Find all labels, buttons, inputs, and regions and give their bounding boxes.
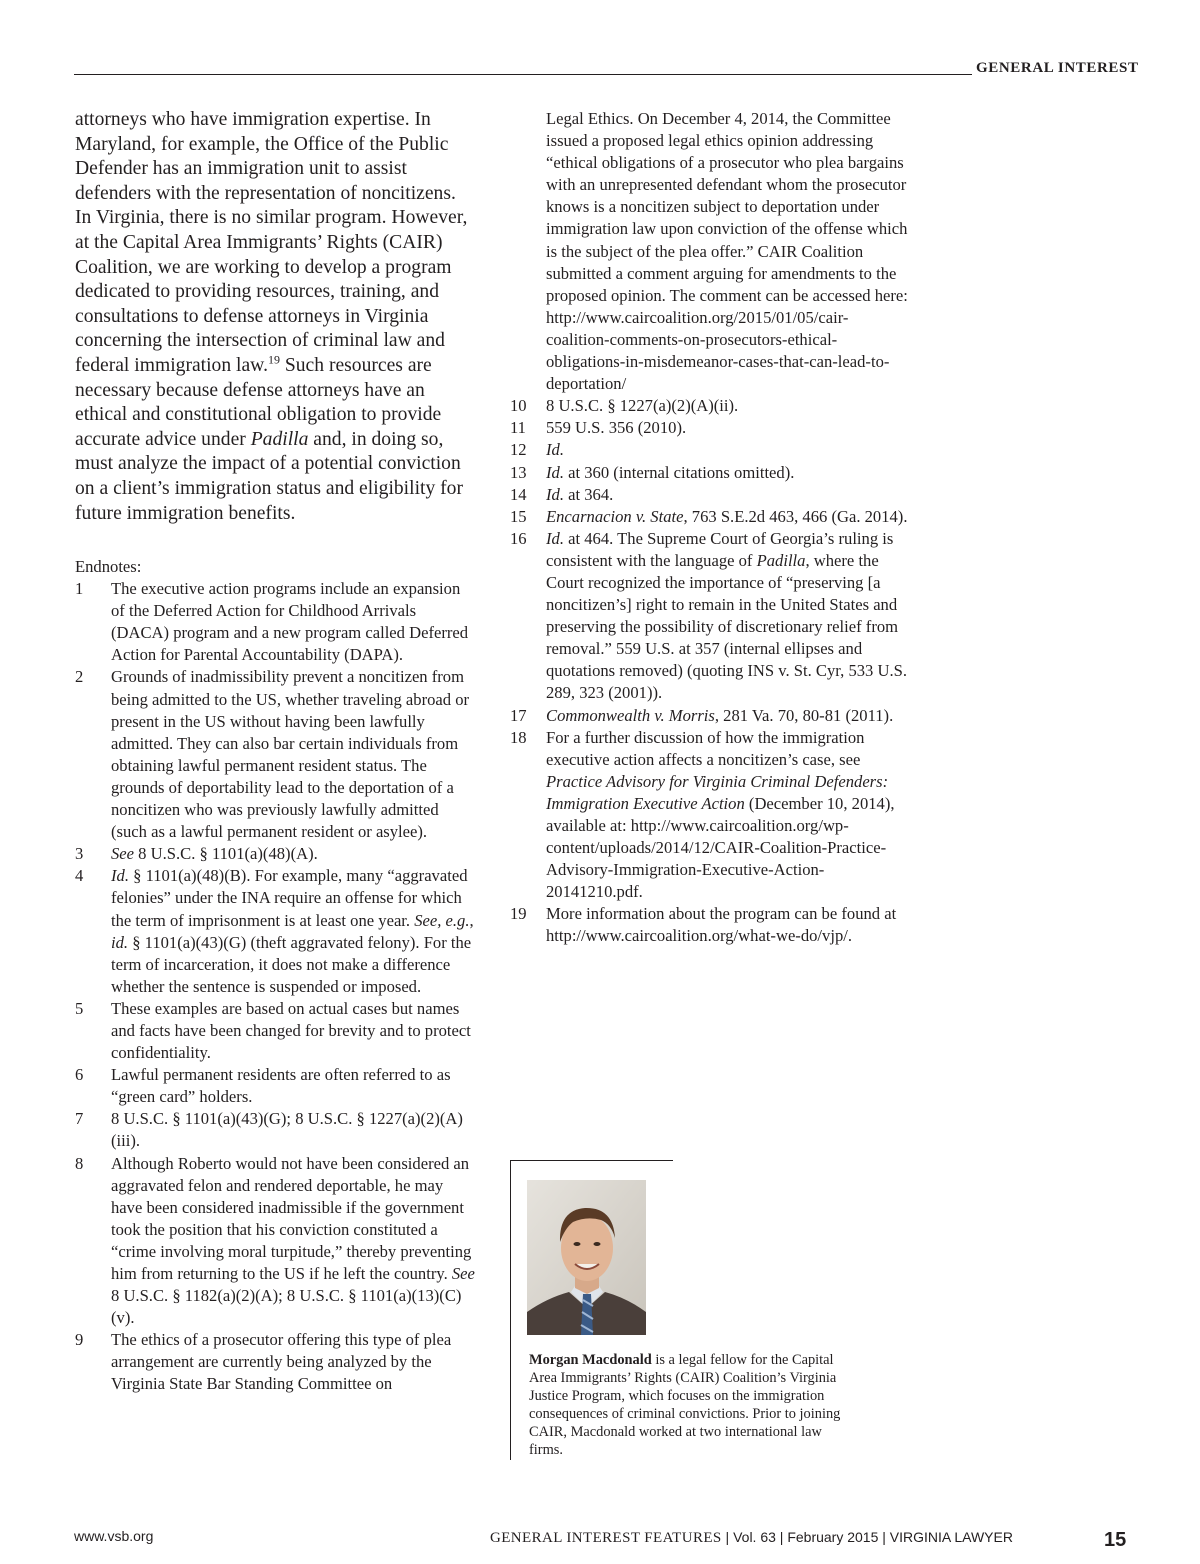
footer-publication: GENERAL INTEREST FEATURES | Vol. 63 | February 2015 | VIRGINIA LAWYER (490, 1529, 1013, 1546)
endnote-10: 10 8 U.S.C. § 1227(a)(2)(A)(ii). (510, 396, 739, 416)
footer-url: www.vsb.org (74, 1528, 154, 1544)
right-column (510, 108, 910, 948)
section-label: GENERAL INTEREST (976, 60, 1139, 76)
endnote-12: 12 Id. (510, 440, 564, 460)
endnote-11: 11 559 U.S. 356 (2010). (510, 418, 687, 438)
left-column (75, 108, 475, 1396)
endnote-17: 17 Commonwealth v. Morris, 281 Va. 70, 80-81 (2011). (510, 705, 894, 725)
author-name: Morgan Macdonald (529, 1352, 652, 1368)
endnote-19: 19 More information about the program can be found at http://www.caircoalition.org/what-we-do/vjp/. (510, 904, 897, 946)
author-bio: Morgan Macdonald is a legal fellow for the Capital Area Immigrants’ Rights (CAIR) Coalition’s Virginia Justice Program, which focuses on the immigration consequences of criminal convictions. Prior to joining CAIR, Macdonald worked at two international law firms. (529, 1352, 841, 1458)
endnote-3: 3 See 8 U.S.C. § 1101(a)(48)(A). (75, 844, 318, 864)
endnote-6: 6 Lawful permanent residents are often referred to as “green card” holders. (75, 1065, 451, 1107)
endnote-16: 16 Id. at 464. The Supreme Court of Georgia’s ruling is consistent with the language of Padilla, where the Court recognized the importance of “preserving [a noncitizen’s] right to remain in the United States and preserving the possibility of discretionary relief from removal.” 559 U.S. at 357 (internal ellipses and quotations removed) (quoting INS v. St. Cyr, 533 U.S. 289, 323 (2001)). (510, 528, 908, 703)
page-number: 15 (1104, 1529, 1127, 1551)
endnote-8: 8 Although Roberto would not have been considered an aggravated felon and rendered deportable, he may have been considered inadmissible if the government took the position that his conviction constituted a “crime involving moral turpitude,” thereby preventing him from returning to the US if he left the country. See 8 U.S.C. § 1182(a)(2)(A); 8 U.S.C. § 1101(a)(13)(C)(v). (75, 1153, 475, 1328)
footnote-ref: 19 (267, 352, 280, 367)
header-rule (74, 74, 972, 75)
author-box-rule (510, 1160, 673, 1161)
endnote-14: 14 Id. at 364. (510, 484, 614, 504)
body-paragraph: attorneys who have immigration expertise. In Maryland, for example, the Office of the Public Defender has an immigration unit to assist defenders with the representation of noncitizens. In Virginia, there is no similar program. However, at the Capital Area Immigrants’ Rights (CAIR) Coalition, we are working to develop a program dedicated to providing resources, training, and consultations to defense attorneys in Virginia concerning the intersection of criminal law and federal immigration law.$^{19}$ Such resources are necessary because defense attorneys have an ethical and constitutional obligation to provide accurate advice under Padilla and, in doing so, must analyze the impact of a potential conviction on a client’s immigration status and eligibility for future immigration benefits. (75, 109, 468, 524)
endnote-13: 13 Id. at 360 (internal citations omitted). (510, 462, 795, 482)
endnote-9: 9 The ethics of a prosecutor offering this type of plea arrangement are currently being analyzed by the Virginia State Bar Standing Committee on (75, 1330, 452, 1394)
endnote-1: 1 The executive action programs include an expansion of the Deferred Action for Childhood Arrivals (DACA) program and a new program called Deferred Action for Parental Accountability (DAPA). (75, 579, 469, 665)
endnote-2: 2 Grounds of inadmissibility prevent a noncitizen from being admitted to the US, whether traveling abroad or present in the US without having been lawfully admitted. They can also bar certain individuals from obtaining lawful permanent resident status. The grounds of deportability lead to the deportation of a noncitizen who was previously lawfully admitted (such as a lawful permanent resident or asylee). (75, 667, 470, 842)
endnote-7: 7 8 U.S.C. § 1101(a)(43)(G); 8 U.S.C. § 1227(a)(2)(A)(iii). (75, 1109, 463, 1151)
endnotes-list-right (510, 108, 910, 948)
endnotes-heading: Endnotes: (75, 557, 142, 577)
endnote-5: 5 These examples are based on actual cases but names and facts have been changed for brevity and to protect confidentiality. (75, 998, 471, 1063)
endnote-15: 15 Encarnacion v. State, 763 S.E.2d 463, 466 (Ga. 2014). (510, 506, 908, 526)
endnote-9-continued: Legal Ethics. On December 4, 2014, the Committee issued a proposed legal ethics opinion addressing “ethical obligations of a prosecutor who plea bargains with an unrepresented defendant whom the prosecutor knows is a noncitizen subject to deportation under immigration law upon conviction of the offense which is the subject of the plea offer.” CAIR Coalition submitted a comment arguing for amendments to the proposed opinion. The comment can be accessed here: http://www.caircoalition.org/2015/01/05/cair-coalition-comments-on-prosecutors-ethical-obligations-in-misdemeanor-cases-that-can-lead-to-deportation/ (546, 109, 908, 394)
endnotes-list-left (75, 578, 475, 1395)
endnote-4: 4 Id. § 1101(a)(48)(B). For example, many “aggravated felonies” under the INA require an offense for which the term of imprisonment is at least one year. See, e.g., id. § 1101(a)(43)(G) (theft aggravated felony). For the term of incarceration, it does not make a difference whether the sentence is suspended or imposed. (75, 866, 474, 996)
author-box-side-rule (510, 1160, 511, 1460)
author-photo (527, 1180, 646, 1335)
endnote-18: 18 For a further discussion of how the immigration executive action affects a noncitizen’s case, see Practice Advisory for Virginia Criminal Defenders: Immigration Executive Action (December 10, 2014), available at: http://www.caircoalition.org/wp-content/uploads/2014/12/CAIR-Coalition-Practice-Advisory-Immigration-Executive-Action-20141210.pdf. (510, 727, 895, 902)
